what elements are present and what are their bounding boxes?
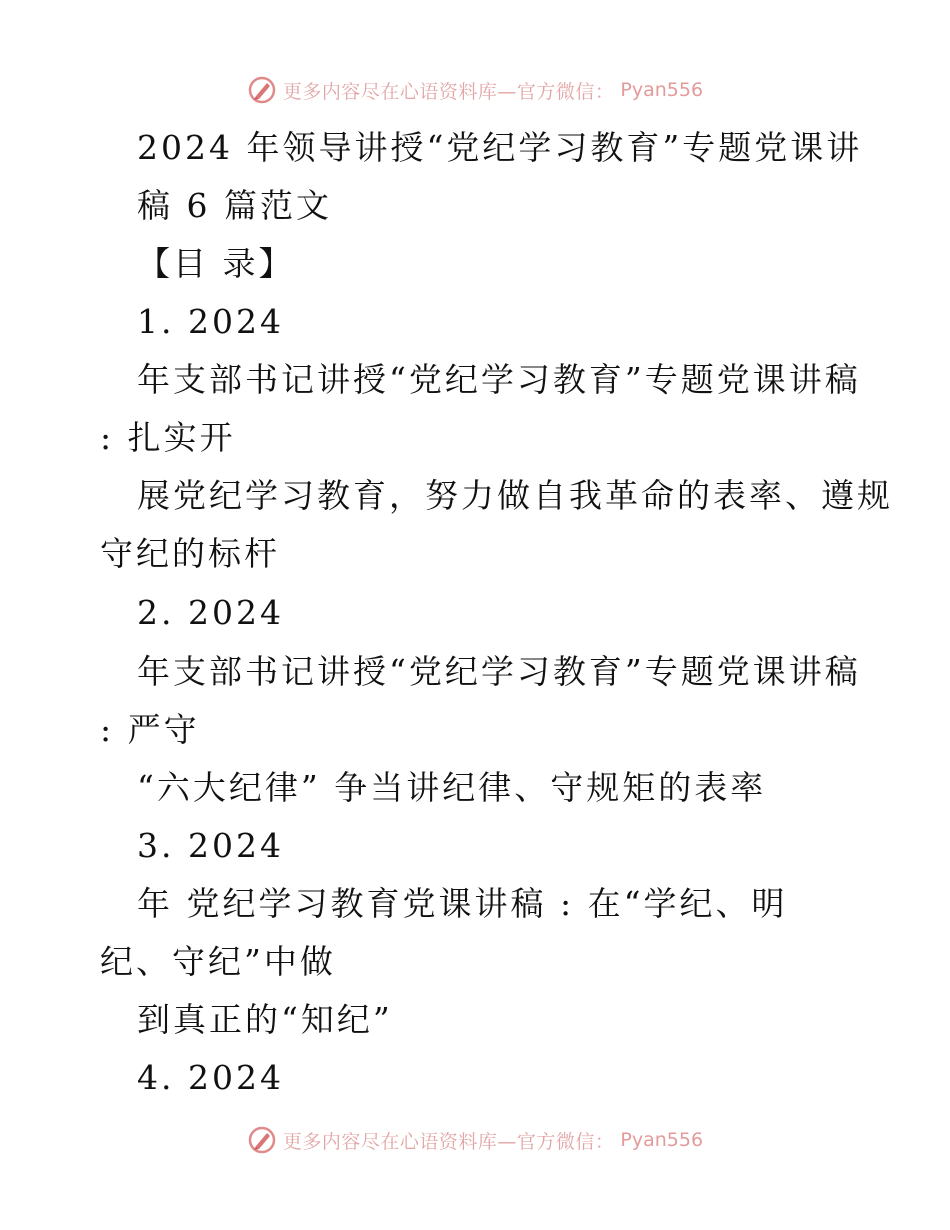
toc-heading: 【目 录】 [137, 244, 295, 283]
toc-item-1-number: 1. 2024 [137, 302, 284, 341]
watermark-text: 更多内容尽在心语资料库—官方微信： [282, 1130, 615, 1153]
title-line-1: 2024 年领导讲授“党纪学习教育”专题党课讲 [137, 128, 863, 167]
toc-item-4-number: 4. 2024 [137, 1058, 284, 1097]
toc-item-1-line-2: : 扎实开 [100, 418, 236, 457]
toc-item-2-number: 2. 2024 [137, 593, 284, 632]
toc-item-2-line-1: 年支部书记讲授“党纪学习教育”专题党课讲稿 [137, 652, 861, 691]
toc-item-2-line-3: “六大纪律” 争当讲纪律、守规矩的表率 [137, 768, 767, 807]
watermark-wechat-id: Pyan556 [620, 1129, 704, 1151]
toc-item-1-line-3: 展党纪学习教育，努力做自我革命的表率、遵规 [137, 476, 893, 515]
title-line-2: 稿 6 篇范文 [137, 186, 332, 225]
footer-watermark [0, 1120, 950, 1160]
toc-item-1-line-1: 年支部书记讲授“党纪学习教育”专题党课讲稿 [137, 360, 861, 399]
toc-item-3-line-2: 纪、守纪”中做 [100, 942, 336, 981]
toc-item-3-number: 3. 2024 [137, 826, 284, 865]
watermark-wechat-id: Pyan556 [620, 79, 704, 101]
pen-logo-icon [247, 75, 277, 105]
watermark-text: 更多内容尽在心语资料库—官方微信： [282, 80, 615, 103]
toc-item-2-line-2: : 严守 [100, 710, 200, 749]
pen-logo-icon [247, 1125, 277, 1155]
toc-item-3-line-3: 到真正的“知纪” [137, 1000, 393, 1039]
toc-item-3-line-1: 年 党纪学习教育党课讲稿 : 在“学纪、明 [137, 884, 788, 923]
toc-item-1-line-4: 守纪的标杆 [100, 534, 280, 573]
header-watermark [0, 70, 950, 110]
